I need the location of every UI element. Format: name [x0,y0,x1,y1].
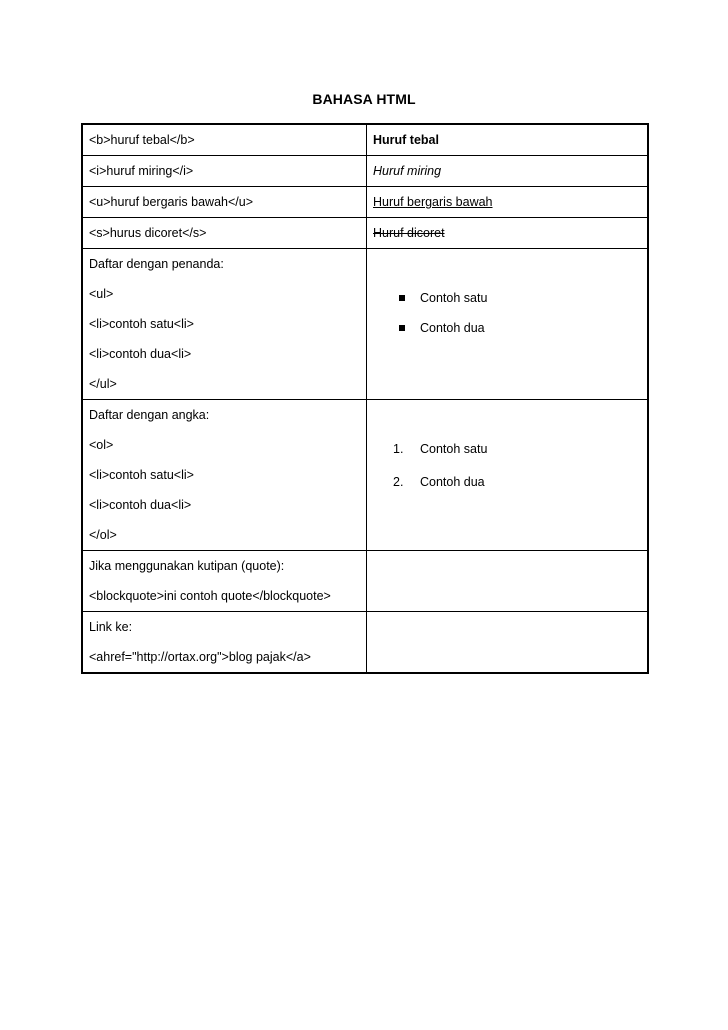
code-text: <s>hurus dicoret</s> [89,226,207,240]
table-row-strike [82,218,648,249]
code-text: <i>huruf miring</i> [89,164,194,178]
list-item [393,467,641,500]
table-row-link [82,612,648,674]
code-line: Jika menggunakan kutipan (quote): [89,559,285,573]
unordered-list [373,249,641,343]
code-line: <ahref="http://ortax.org">blog pajak</a> [89,650,311,664]
underline-result: Huruf bergaris bawah [373,195,493,209]
code-line: Link ke: [89,620,133,634]
html-reference-table [81,123,649,674]
table-row-unordered-list [82,249,648,400]
code-cell [82,218,367,249]
code-cell [82,612,367,674]
list-item-number: 1. [393,442,404,456]
code-line: Daftar dengan penanda: [89,257,224,271]
code-cell [82,156,367,187]
ordered-list [373,400,641,500]
code-cell [82,187,367,218]
list-item-label: Contoh satu [420,291,488,305]
list-item-label: Contoh satu [420,442,488,456]
page-title: BAHASA HTML [312,91,416,107]
code-line: <li>contoh satu<li> [89,317,194,331]
code-line: <li>contoh satu<li> [89,468,194,482]
bold-result: Huruf tebal [373,133,439,147]
list-item [393,313,641,343]
code-line: Daftar dengan angka: [89,408,210,422]
result-cell [367,551,649,612]
table-row-bold [82,124,648,156]
list-item-number: 2. [393,475,404,489]
table-row-underline [82,187,648,218]
code-line: </ol> [89,528,117,542]
list-item [393,434,641,467]
code-text: <b>huruf tebal</b> [89,133,195,147]
code-cell [82,124,367,156]
table-row-quote [82,551,648,612]
code-line: <ol> [89,438,114,452]
list-item-label: Contoh dua [420,321,485,335]
result-cell [367,400,649,551]
strike-result: Huruf dicoret [373,226,445,240]
table-row-italic [82,156,648,187]
square-bullet-icon [399,295,405,301]
result-cell [367,187,649,218]
code-line: <li>contoh dua<li> [89,498,192,512]
italic-result: Huruf miring [373,164,442,178]
result-cell [367,249,649,400]
code-text: <u>huruf bergaris bawah</u> [89,195,254,209]
table-row-ordered-list [82,400,648,551]
code-line: <li>contoh dua<li> [89,347,192,361]
result-cell [367,156,649,187]
result-cell [367,124,649,156]
result-cell [367,218,649,249]
code-cell [82,249,367,400]
code-line: <ul> [89,287,114,301]
list-item-label: Contoh dua [420,475,485,489]
code-cell [82,551,367,612]
square-bullet-icon [399,325,405,331]
result-cell [367,612,649,674]
code-line: </ul> [89,377,117,391]
code-line: <blockquote>ini contoh quote</blockquote> [89,589,331,603]
list-item [393,283,641,313]
code-cell [82,400,367,551]
